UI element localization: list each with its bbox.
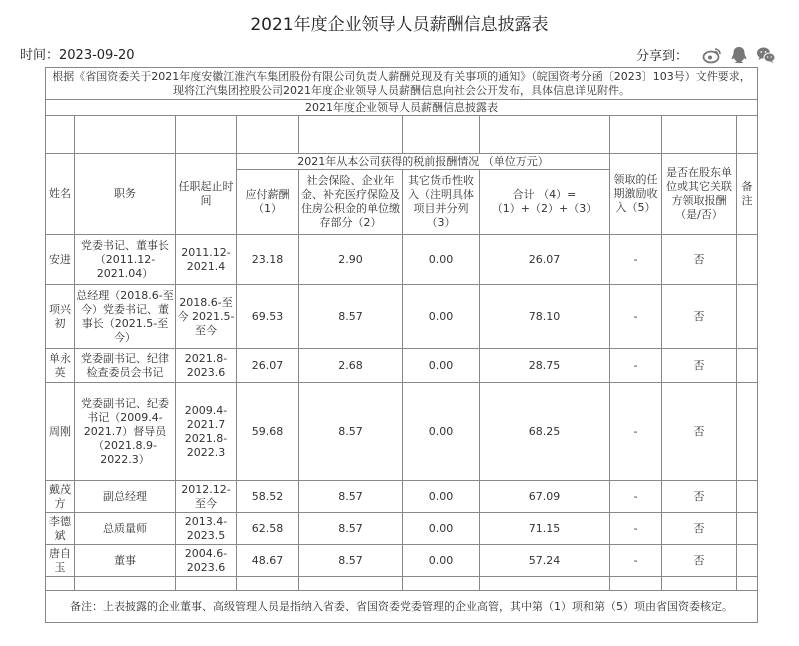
cell-total: 67.09 (480, 481, 610, 513)
header-position: 职务 (75, 154, 176, 235)
header-salary: 应付薪酬（1） (237, 170, 299, 235)
header-social: 社会保险、企业年金、补充医疗保险及住房公积金的单位缴存部分（2） (299, 170, 403, 235)
share-bar (636, 45, 783, 64)
cell-tenure: 2018.6-至今 2021.5-至今 (176, 285, 237, 349)
cell-incentive: - (610, 513, 662, 545)
salary-table (45, 67, 758, 623)
footnote: 备注：上表披露的企业董事、高级管理人员是指纳入省委、省国资委党委管理的企业高管，其中第（1）项和第（5）项由省国资委核定。 (46, 591, 758, 623)
intro-text: 根据《省国资委关于2021年度安徽江淮汽车集团股份有限公司负责人薪酬兑现及有关事项的通知》（皖国资考分函〔2023〕103号）文件要求，现将江汽集团控股公司2021年度企业领导人员薪酬信息向社会公开发布，具体信息详见附件。 (46, 68, 758, 100)
cell-tenure: 2021.8-2023.6 (176, 349, 237, 383)
cell-tenure: 2004.6-2023.6 (176, 545, 237, 577)
cell-total: 57.24 (480, 545, 610, 577)
cell-name: 戴茂方 (46, 481, 75, 513)
cell-incentive: - (610, 545, 662, 577)
cell-other: 0.00 (403, 513, 480, 545)
table-row (46, 349, 758, 383)
cell-salary: 62.58 (237, 513, 299, 545)
cell-name: 单永英 (46, 349, 75, 383)
cell-tenure: 2013.4-2023.5 (176, 513, 237, 545)
cell-remark (737, 235, 758, 285)
cell-social: 8.57 (299, 545, 403, 577)
cell-social: 8.57 (299, 481, 403, 513)
cell-incentive: - (610, 481, 662, 513)
share-label: 分享到： (636, 49, 689, 64)
cell-position: 总质量师 (75, 513, 176, 545)
header-incentive: 领取的任期激励收入（5） (610, 154, 662, 235)
cell-total: 68.25 (480, 383, 610, 481)
cell-other: 0.00 (403, 383, 480, 481)
cell-other: 0.00 (403, 235, 480, 285)
cell-name: 安进 (46, 235, 75, 285)
header-remark: 备注 (737, 154, 758, 235)
cell-position: 党委副书记、纪律检查委员会书记 (75, 349, 176, 383)
wechat-icon[interactable] (756, 46, 776, 64)
weibo-icon[interactable] (702, 46, 722, 64)
cell-tenure: 2012.12-至今 (176, 481, 237, 513)
cell-total: 28.75 (480, 349, 610, 383)
cell-social: 2.90 (299, 235, 403, 285)
cell-name: 唐自玉 (46, 545, 75, 577)
table-row (46, 545, 758, 577)
header-name: 姓名 (46, 154, 75, 235)
table-row (46, 285, 758, 349)
cell-salary: 48.67 (237, 545, 299, 577)
header-related-pay: 是否在股东单位或其它关联方领取报酬（是/否） (662, 154, 737, 235)
cell-remark (737, 383, 758, 481)
cell-related: 否 (662, 235, 737, 285)
table-caption: 2021年度企业领导人员薪酬信息披露表 (46, 100, 758, 116)
cell-remark (737, 349, 758, 383)
cell-position: 董事 (75, 545, 176, 577)
table-row (46, 383, 758, 481)
cell-related: 否 (662, 349, 737, 383)
cell-incentive: - (610, 285, 662, 349)
cell-social: 2.68 (299, 349, 403, 383)
table-row (46, 513, 758, 545)
cell-name: 周刚 (46, 383, 75, 481)
cell-related: 否 (662, 545, 737, 577)
cell-salary: 23.18 (237, 235, 299, 285)
cell-related: 否 (662, 285, 737, 349)
cell-position: 党委书记、董事长（2011.12-2021.04） (75, 235, 176, 285)
cell-remark (737, 481, 758, 513)
cell-total: 26.07 (480, 235, 610, 285)
cell-social: 8.57 (299, 513, 403, 545)
header-tenure: 任职起止时间 (176, 154, 237, 235)
table-row (46, 481, 758, 513)
cell-incentive: - (610, 235, 662, 285)
cell-other: 0.00 (403, 545, 480, 577)
cell-remark (737, 545, 758, 577)
cell-tenure: 2009.4-2021.7 2021.8-2022.3 (176, 383, 237, 481)
cell-incentive: - (610, 349, 662, 383)
cell-salary: 59.68 (237, 383, 299, 481)
cell-social: 8.57 (299, 285, 403, 349)
cell-remark (737, 513, 758, 545)
cell-position: 党委副书记、纪委书记（2009.4-2021.7）督导员（2021.8.9-2022.3） (75, 383, 176, 481)
cell-salary: 58.52 (237, 481, 299, 513)
cell-other: 0.00 (403, 349, 480, 383)
cell-position: 副总经理 (75, 481, 176, 513)
cell-related: 否 (662, 513, 737, 545)
cell-incentive: - (610, 383, 662, 481)
cell-name: 李德斌 (46, 513, 75, 545)
table-row (46, 235, 758, 285)
cell-total: 78.10 (480, 285, 610, 349)
cell-name: 项兴初 (46, 285, 75, 349)
cell-tenure: 2011.12-2021.4 (176, 235, 237, 285)
qq-icon[interactable] (729, 46, 749, 64)
header-other: 其它货币性收入（注明具体项目并分列（3） (403, 170, 480, 235)
cell-salary: 69.53 (237, 285, 299, 349)
cell-position: 总经理（2018.6-至今）党委书记、董事长（2021.5-至今） (75, 285, 176, 349)
publish-time: 时间：2023-09-20 (20, 48, 135, 63)
cell-social: 8.57 (299, 383, 403, 481)
header-total: 合计 （4）=（1）+（2）+（3） (480, 170, 610, 235)
cell-total: 71.15 (480, 513, 610, 545)
header-pay-group: 2021年从本公司获得的税前报酬情况 （单位万元） (237, 154, 610, 170)
cell-other: 0.00 (403, 481, 480, 513)
cell-salary: 26.07 (237, 349, 299, 383)
page-title: 2021年度企业领导人员薪酬信息披露表 (250, 15, 549, 35)
cell-related: 否 (662, 481, 737, 513)
cell-related: 否 (662, 383, 737, 481)
cell-remark (737, 285, 758, 349)
cell-other: 0.00 (403, 285, 480, 349)
